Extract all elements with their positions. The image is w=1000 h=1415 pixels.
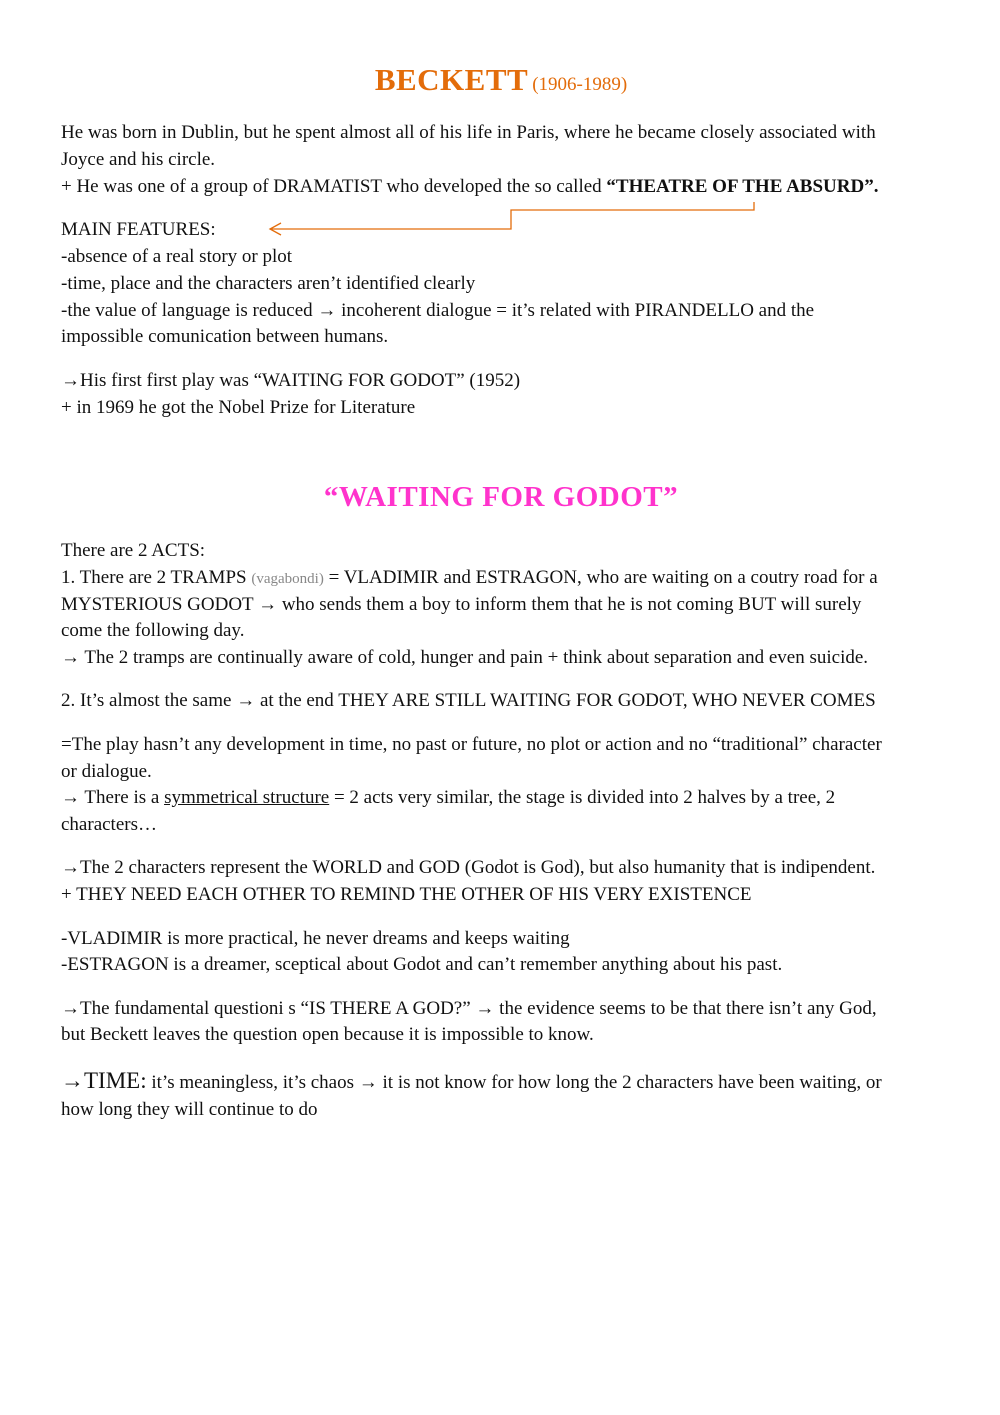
characters-line: →The 2 characters represent the WORLD and GOD (Godot is God), but also humanity that is indipendent. (61, 857, 876, 878)
fact-line: →His first first play was “WAITING FOR GODOT” (1952) (61, 370, 521, 391)
act-line: 2. It’s almost the same → at the end THEY ARE STILL WAITING FOR GODOT, WHO NEVER COMES (61, 690, 876, 711)
arrow-icon: → (61, 787, 80, 808)
arrow-icon: → (61, 1068, 84, 1093)
acts-heading: There are 2 ACTS: (61, 540, 206, 561)
section-title: “WAITING FOR GODOT” (323, 481, 679, 513)
arrow-icon: → (258, 594, 278, 615)
underlined-term: symmetrical structure (164, 787, 330, 808)
structure-line: → There is a symmetrical structure = 2 acts very similar, the stage is divided into 2 halves by a tree, 2 (61, 787, 836, 808)
author-years: (1906-1989) (532, 74, 628, 95)
theatre-absurd: “THEATRE OF THE ABSURD”. (606, 176, 879, 197)
bio-line: + He was one of a group of DRAMATIST who developed the so called “THEATRE OF THE ABSURD”. (61, 176, 879, 197)
fact-line: + in 1969 he got the Nobel Prize for Literature (61, 397, 416, 418)
arrow-icon: → (317, 300, 337, 321)
bio-line: He was born in Dublin, but he spent almost all of his life in Paris, where he became closely associated with (61, 122, 876, 143)
act-line: 1. There are 2 TRAMPS (vagabondi) = VLADIMIR and ESTRAGON, who are waiting on a coutry road for a (61, 567, 878, 588)
arrow-icon: → (61, 857, 80, 878)
translation-note: (vagabondi) (251, 571, 324, 587)
time-line: how long they will continue to do (61, 1099, 318, 1120)
page-title (61, 62, 941, 98)
arrow-icon: → (236, 690, 256, 711)
characters-line: + THEY NEED EACH OTHER TO REMIND THE OTHER OF HIS VERY EXISTENCE (61, 884, 752, 905)
act-line: → The 2 tramps are continually aware of cold, hunger and pain + think about separation and even suicide. (61, 647, 869, 668)
question-line: →The fundamental questioni s “IS THERE A GOD?” → the evidence seems to be that there isn’t any God, (61, 998, 877, 1019)
act-line: MYSTERIOUS GODOT → who sends them a boy to inform them that he is not coming BUT will surely (61, 594, 862, 615)
act-line: come the following day. (61, 620, 245, 641)
structure-line: characters… (61, 814, 157, 835)
feature-item: -absence of a real story or plot (61, 246, 293, 267)
feature-item: -time, place and the characters aren’t identified clearly (61, 273, 476, 294)
character-desc: -ESTRAGON is a dreamer, sceptical about Godot and can’t remember anything about his past. (61, 954, 783, 975)
play-line: or dialogue. (61, 761, 152, 782)
play-line: =The play hasn’t any development in time, no past or future, no plot or action and no “traditional” character (61, 734, 882, 755)
arrow-icon: → (61, 998, 80, 1019)
arrow-icon: → (358, 1072, 378, 1093)
arrow-icon: → (61, 647, 80, 668)
author-name: BECKETT (374, 62, 529, 97)
bio-line: Joyce and his circle. (61, 149, 216, 170)
arrow-icon: → (61, 370, 80, 391)
arrow-icon: → (475, 998, 495, 1019)
question-line: but Beckett leaves the question open because it is impossible to know. (61, 1024, 594, 1045)
time-line: →TIME: it’s meaningless, it’s chaos → it is not know for how long the 2 characters have been waiting, or (61, 1068, 882, 1093)
features-heading: MAIN FEATURES: (61, 219, 216, 240)
time-label: TIME: (84, 1068, 147, 1093)
character-desc: -VLADIMIR is more practical, he never dreams and keeps waiting (61, 928, 570, 949)
feature-item: -the value of language is reduced → incoherent dialogue = it’s related with PIRANDELLO and the (61, 300, 815, 321)
feature-item: impossible comunication between humans. (61, 326, 389, 347)
